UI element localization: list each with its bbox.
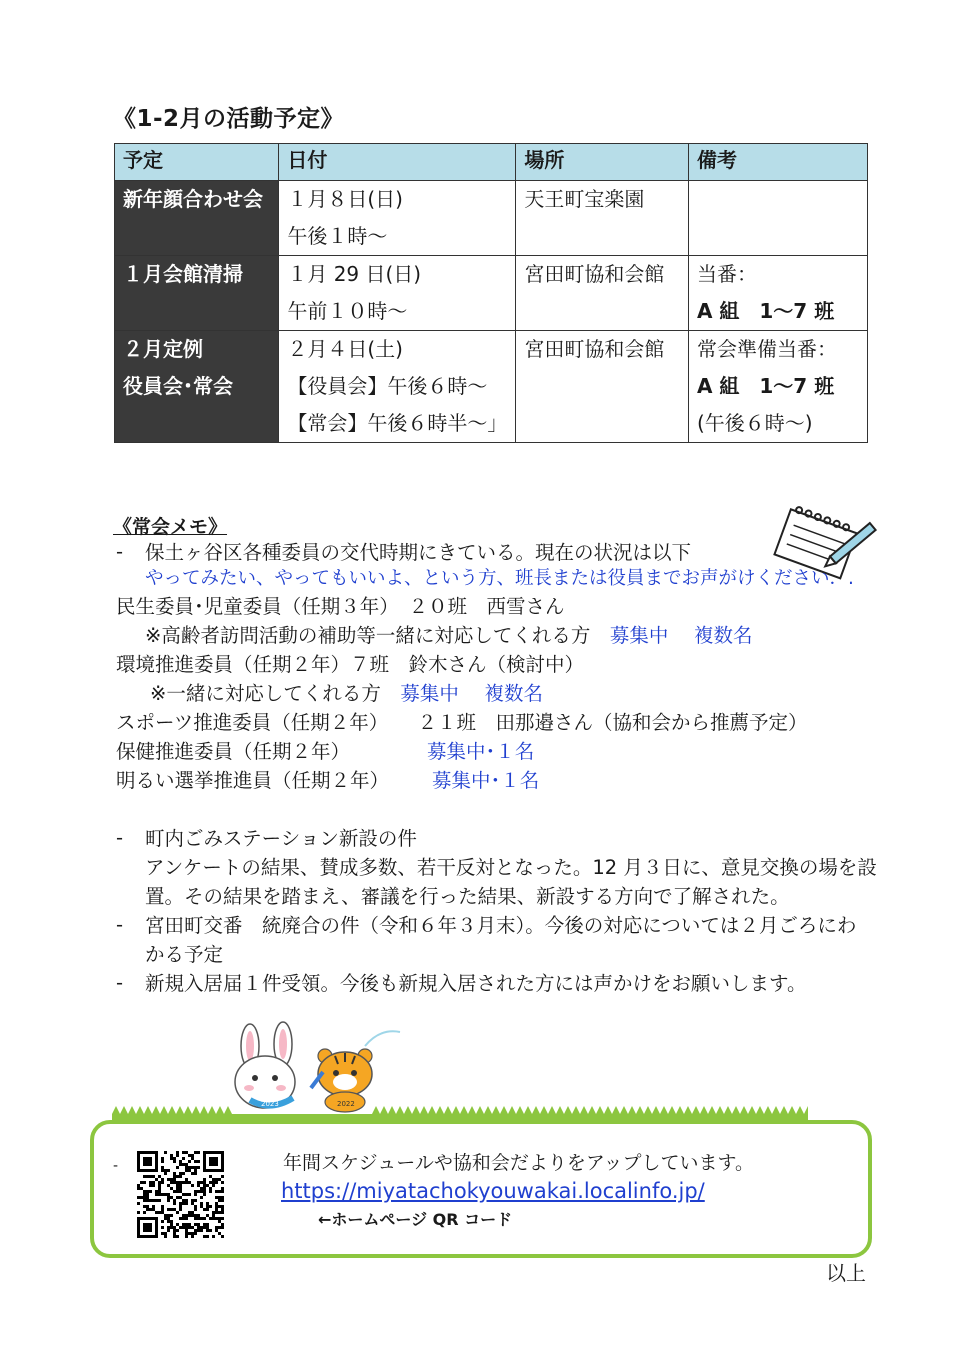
place-cell (516, 331, 689, 443)
schedule-table (114, 143, 868, 443)
memo-line: スポーツ推進委員（任期２年） ２１班 田那邉さん（協和会から推薦予定） (116, 711, 808, 734)
tiger-mascot (311, 1031, 400, 1112)
place-name: 宮田町協和会館 (524, 262, 665, 286)
bullet-dash: - (116, 913, 124, 936)
date-cell (279, 181, 516, 256)
rabbit-mascot (235, 1022, 295, 1108)
svg-text:2022: 2022 (337, 1100, 355, 1108)
qr-label: ←ホームページ QR コード (318, 1210, 513, 1229)
schedule-title: 《1-2月の活動予定》 (113, 106, 345, 132)
event-cell (115, 256, 279, 331)
bullet-dash: - (116, 540, 124, 563)
memo-line (116, 739, 350, 765)
date-line: 午前１０時～ (287, 299, 408, 323)
date-line: 【役員会】午後６時～ (287, 374, 488, 398)
memo-line: アンケートの結果、賛成多数、若干反対となった。12 月３日に、意見交換の場を設 (145, 856, 877, 879)
homepage-link[interactable]: https://miyatachokyouwakai.localinfo.jp/ (281, 1179, 705, 1203)
mascot-illustration (215, 1018, 415, 1114)
bullet-dash: - (116, 826, 124, 849)
date-line: １月 29 日(日) (287, 262, 422, 286)
table-row (115, 181, 868, 256)
memo-line: 宮田町交番 統廃合の件（令和６年３月末）。今後の対応については２月ごろにわ (145, 914, 857, 937)
memo-line (150, 681, 543, 707)
closing-text: 以上 (826, 1261, 866, 1285)
recruit-status: 募集中･１名 (427, 740, 535, 763)
memo-line (145, 623, 753, 649)
memo-line: 置。その結果を踏まえ、審議を行った結果、新設する方向で了解された。 (145, 885, 790, 908)
col-header-date: 日付 (279, 144, 516, 181)
footer-text: 年間スケジュールや協和会だよりをアップしています。 (283, 1152, 755, 1174)
note-cell (688, 331, 867, 443)
bullet-dash: - (113, 1158, 119, 1174)
memo-item-title: 町内ごみステーション新設の件 (145, 827, 417, 850)
date-cell (279, 331, 516, 443)
place-name: 宮田町協和会館 (524, 337, 665, 361)
table-header-row (115, 144, 868, 181)
table-row (115, 256, 868, 331)
note-cell (688, 181, 867, 256)
place-cell (516, 256, 689, 331)
memo-line-text: ※一緒に対応してくれる方 (150, 682, 381, 705)
note-line: A 組 1～7 班 (696, 299, 835, 323)
memo-title: 《常会メモ》 (113, 516, 228, 538)
date-line: １月８日(日) (287, 187, 403, 211)
bullet-dash: - (116, 971, 124, 994)
memo-line-text: 明るい選挙推進員（任期２年） (116, 769, 390, 792)
table-row (115, 331, 868, 443)
date-line: ２月４日(土) (287, 337, 403, 361)
place-name: 天王町宝楽園 (524, 187, 645, 211)
col-header-place: 場所 (516, 144, 689, 181)
memo-line: 新規入居届１件受領。今後も新規入居された方には声かけをお願いします。 (145, 972, 807, 995)
recruit-status: 募集中 複数名 (400, 682, 544, 705)
event-cell (115, 331, 279, 443)
note-cell (688, 256, 867, 331)
event-name: 新年顔合わせ会 (123, 187, 263, 211)
event-name: １月会館清掃 (123, 262, 243, 286)
memo-line (116, 768, 389, 794)
note-line: 常会準備当番： (696, 337, 837, 361)
memo-line: かる予定 (145, 943, 224, 966)
note-line: (午後６時～) (696, 411, 813, 435)
event-cell (115, 181, 279, 256)
note-line: 当番： (696, 262, 757, 286)
col-header-note: 備考 (688, 144, 867, 181)
recruit-status: 募集中 複数名 (609, 624, 753, 647)
event-name: 役員会･常会 (123, 374, 233, 398)
note-line: A 組 1～7 班 (696, 374, 835, 398)
place-cell (516, 181, 689, 256)
event-name: ２月定例 (123, 337, 203, 361)
memo-line: 民生委員･児童委員（任期３年） ２０班 西雪さん (116, 595, 565, 618)
memo-item-text: 保土ヶ谷区各種委員の交代時期にきている。現在の状況は以下 (145, 541, 692, 564)
date-cell (279, 256, 516, 331)
qr-code[interactable] (137, 1151, 224, 1238)
recruit-status: 募集中･１名 (432, 769, 540, 792)
memo-line-text: ※高齢者訪問活動の補助等一緒に対応してくれる方 (145, 624, 591, 647)
col-header-event: 予定 (115, 144, 279, 181)
date-line: 【常会】午後６時半～」 (287, 411, 508, 435)
memo-line: 環境推進委員（任期２年）７班 鈴木さん（検討中） (116, 653, 585, 676)
svg-text:2023: 2023 (261, 1100, 279, 1108)
date-line: 午後１時～ (287, 224, 388, 248)
memo-line-text: 保健推進委員（任期２年） (116, 740, 351, 763)
memo-callout: やってみたい、やってもいいよ、という方、班長または役員までお声がけください．. (145, 568, 854, 589)
